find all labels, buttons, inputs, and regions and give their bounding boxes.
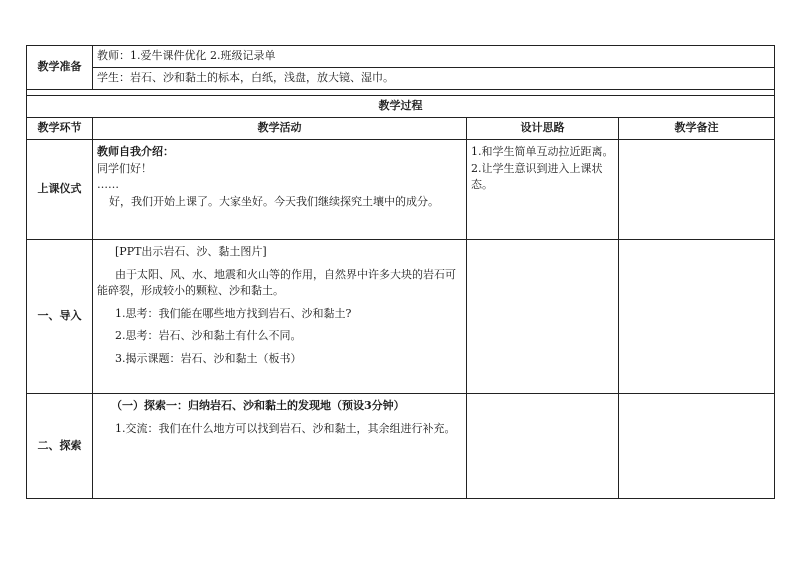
header-row: [27, 118, 775, 140]
explore-title: （一）探索一：归纳岩石、沙和黏土的发现地（预设3分钟）: [111, 399, 405, 412]
header-design: 设计思路: [467, 118, 619, 140]
prep-label: 教学准备: [27, 46, 93, 90]
header-step: 教学环节: [27, 118, 93, 140]
explore-label: 二、探索: [27, 394, 93, 499]
explore-activity: [93, 394, 467, 499]
opening-design-1: 1.和学生简单互动拉近距离。: [471, 145, 614, 158]
prep-student: 学生：岩石、沙和黏土的标本，白纸，浅盘，放大镜、湿巾。: [93, 68, 775, 90]
header-activity: 教学活动: [93, 118, 467, 140]
intro-question-3: 3.揭示课题：岩石、沙和黏土（板书）: [115, 351, 302, 365]
intro-row: [27, 240, 775, 394]
lesson-plan-table: [26, 45, 775, 499]
prep-row-teacher: [27, 46, 775, 68]
intro-paragraph: 由于太阳、风、水、地震和火山等的作用，自然界中许多大块的岩石可能碎裂，形成较小的颗粒、沙和黏土。: [97, 267, 456, 297]
opening-greeting: 同学们好！: [97, 161, 152, 175]
header-notes: 教学备注: [619, 118, 775, 140]
prep-row-student: [27, 68, 775, 90]
explore-notes: [619, 394, 775, 499]
opening-body: 好，我们开始上课了。大家坐好。今天我们继续探究土壤中的成分。: [109, 194, 439, 208]
intro-label: 一、导入: [27, 240, 93, 394]
intro-question-2: 2.思考：岩石、沙和黏土有什么不同。: [115, 329, 302, 342]
intro-ppt: [PPT出示岩石、沙、黏土图片]: [115, 245, 267, 258]
opening-ellipsis: ……: [97, 178, 119, 191]
opening-row: [27, 140, 775, 240]
explore-paragraph: 1.交流：我们在什么地方可以找到岩石、沙和黏土，其余组进行补充。: [115, 421, 456, 435]
opening-notes: [619, 140, 775, 240]
opening-design-2: 2.让学生意识到进入上课状态。: [471, 161, 603, 191]
prep-teacher: 教师：1.爱牛课件优化 2.班级记录单: [93, 46, 775, 68]
process-title-row: [27, 96, 775, 118]
process-title: 教学过程: [27, 96, 775, 118]
opening-intro-title: 教师自我介绍：: [97, 145, 174, 158]
intro-design: [467, 240, 619, 394]
opening-activity: [93, 140, 467, 240]
explore-row: [27, 394, 775, 499]
intro-question-1: 1.思考：我们能在哪些地方找到岩石、沙和黏土?: [115, 306, 352, 320]
intro-activity: [93, 240, 467, 394]
opening-label: 上课仪式: [27, 140, 93, 240]
explore-design: [467, 394, 619, 499]
intro-notes: [619, 240, 775, 394]
opening-design: [467, 140, 619, 240]
